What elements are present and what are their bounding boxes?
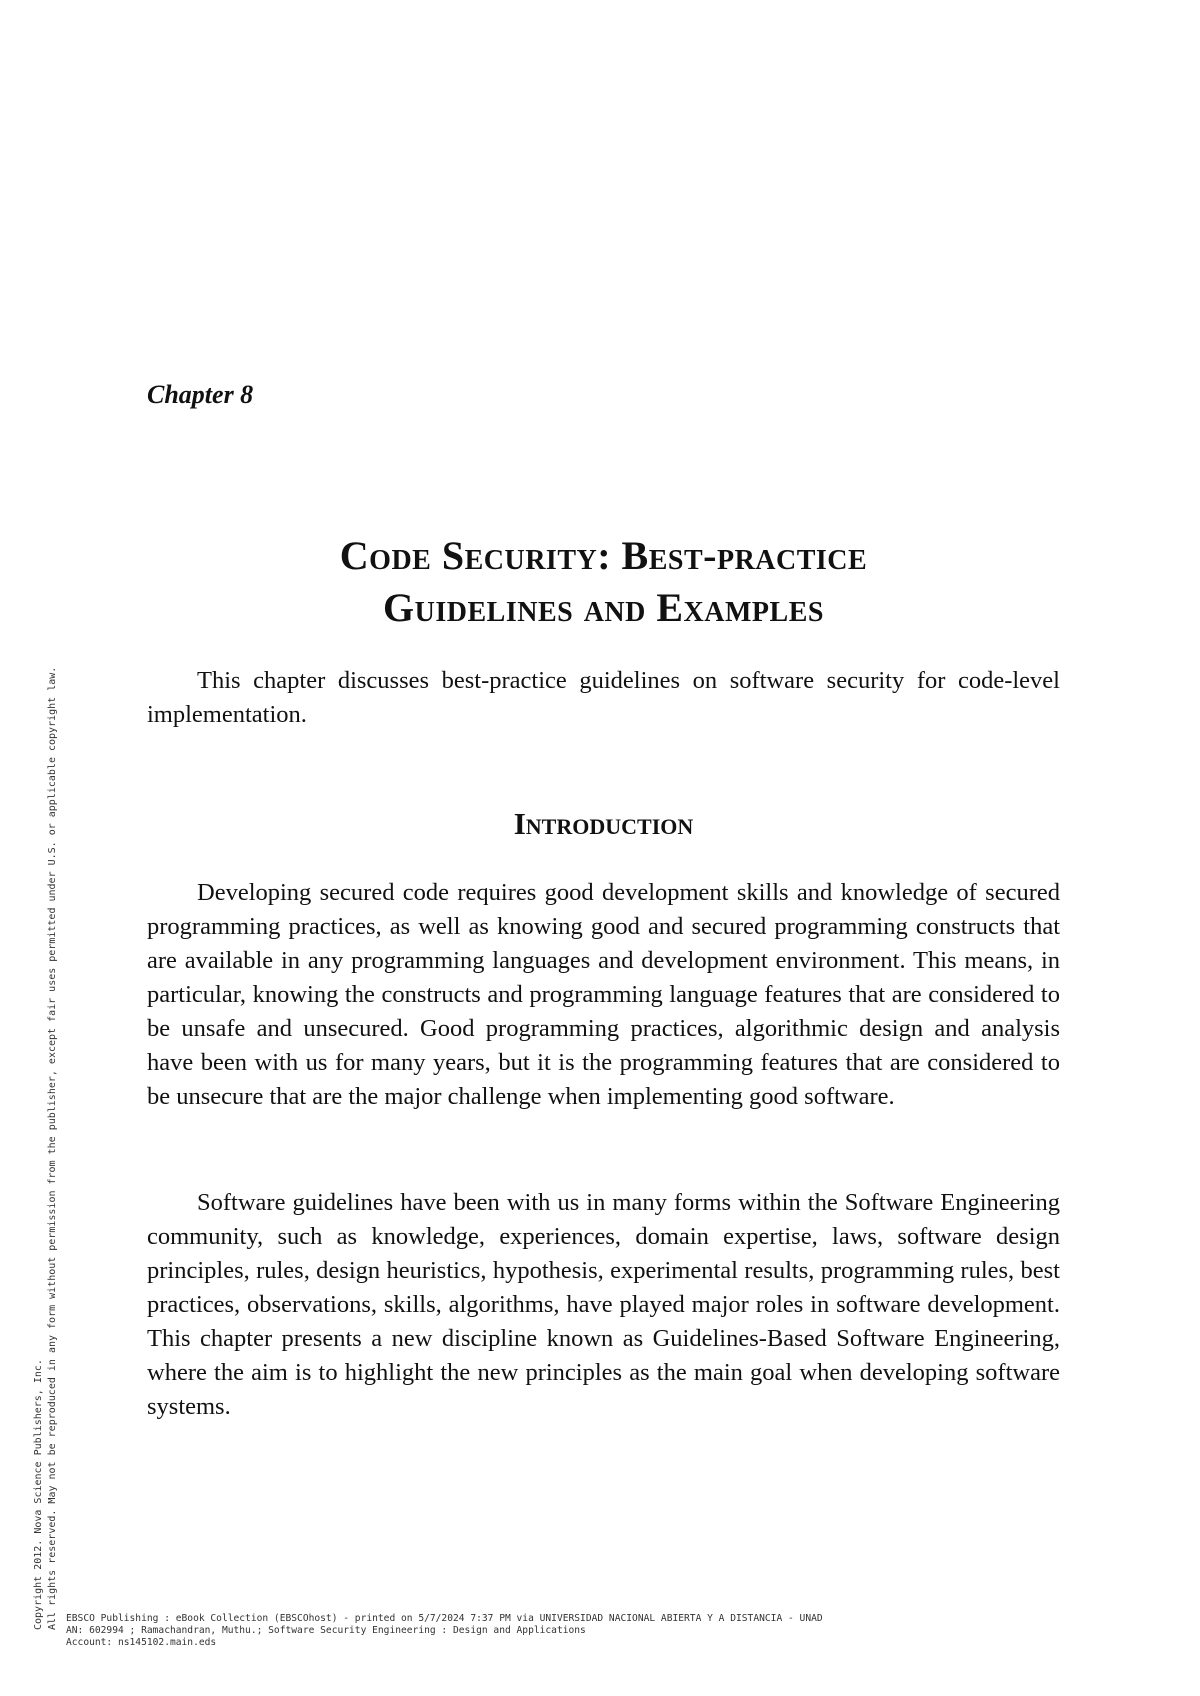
footer-line: AN: 602994 ; Ramachandran, Muthu.; Software Security Engineering : Design and Applications	[66, 1625, 586, 1636]
section-heading-introduction: Introduction	[513, 806, 694, 841]
footer-line: Account: ns145102.main.eds	[66, 1637, 217, 1648]
chapter-title-line-2: Guidelines and Examples	[383, 585, 824, 630]
copyright-notice-line: All rights reserved. May not be reproduced in any form without permission from the publisher, except fair uses permitted under U.S. or applicable copyright law.	[47, 666, 58, 1630]
footer-line: EBSCO Publishing : eBook Collection (EBSCOhost) - printed on 5/7/2024 7:37 PM via UNIVERSIDAD NACIONAL ABIERTA Y A DISTANCIA - UNAD	[66, 1613, 823, 1624]
chapter-label: Chapter 8	[147, 380, 254, 409]
copyright-side-notice	[32, 530, 60, 1630]
body-paragraph: Software guidelines have been with us in many forms within the Software Engineering community, such as knowledge, experiences, domain expertise, laws, software design principles, rules, design heuristics, hypothesis, experimental results, programming rules, best practices, observations, skills, algorithms, have played major roles in software development. This chapter presents a new discipline known as Guidelines-Based Software Engineering, where the aim is to highlight the new principles as the main goal when developing software systems.	[147, 1189, 1060, 1420]
body-paragraph: Developing secured code requires good development skills and knowledge of secured programming practices, as well as knowing good and secured programming constructs that are available in any programming languages and development environment. This means, in particular, knowing the constructs and programming language features that are considered to be unsafe and unsecured. Good programming practices, algorithmic design and analysis have been with us for many years, but it is the programming features that are considered to be unsecure that are the major challenge when implementing good software.	[147, 879, 1060, 1110]
copyright-notice-line: Copyright 2012. Nova Science Publishers, Inc.	[33, 1359, 44, 1630]
ebsco-footer	[66, 1613, 823, 1649]
chapter-title	[147, 530, 1060, 634]
chapter-title-line-1: Code Security: Best-practice	[339, 533, 868, 578]
chapter-abstract: This chapter discusses best-practice guidelines on software security for code-level implementation.	[147, 667, 1060, 728]
